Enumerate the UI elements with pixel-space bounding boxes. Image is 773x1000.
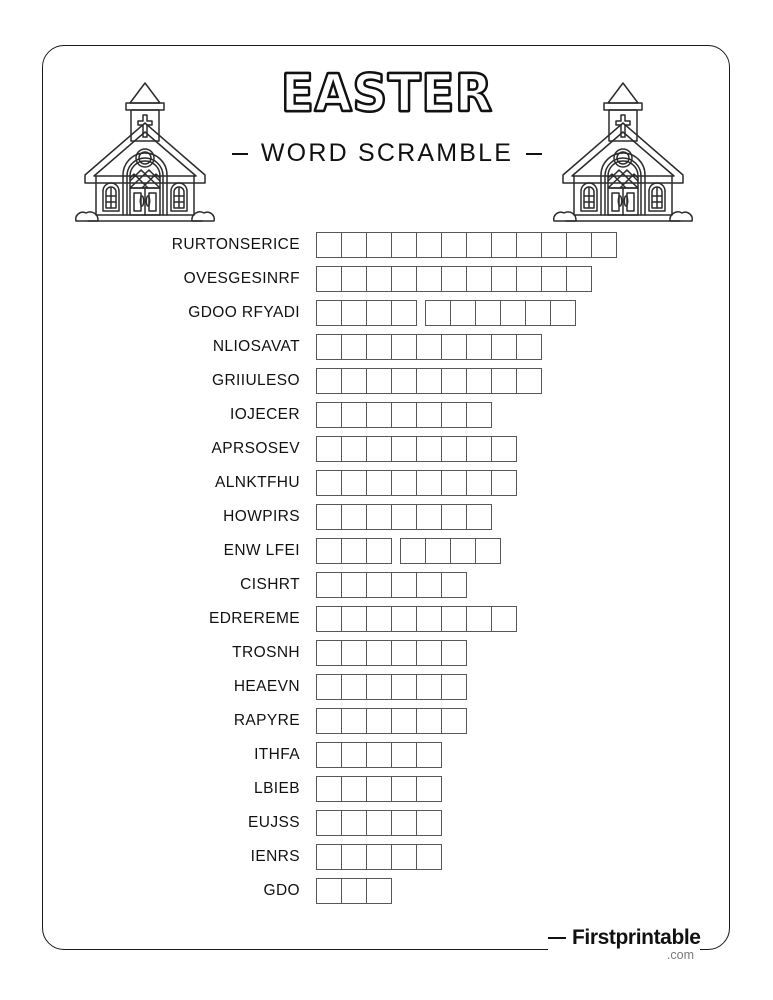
- church-illustration-left: [70, 63, 220, 228]
- answer-letter-box[interactable]: [416, 844, 442, 870]
- answer-letter-box[interactable]: [491, 470, 517, 496]
- scramble-row: [0, 602, 773, 636]
- answer-letter-box[interactable]: [366, 810, 392, 836]
- scramble-row: [0, 738, 773, 772]
- answer-letter-box[interactable]: [316, 878, 342, 904]
- answer-letter-box[interactable]: [466, 436, 492, 462]
- answer-letter-box[interactable]: [450, 300, 476, 326]
- answer-letter-box[interactable]: [341, 436, 367, 462]
- answer-letter-box[interactable]: [391, 640, 417, 666]
- scramble-row: [0, 228, 773, 262]
- answer-letter-box[interactable]: [416, 572, 442, 598]
- answer-letter-box[interactable]: [341, 810, 367, 836]
- answer-letter-box[interactable]: [316, 572, 342, 598]
- answer-letter-box[interactable]: [441, 232, 467, 258]
- answer-box-group[interactable]: [316, 878, 392, 904]
- title-block: [232, 65, 542, 168]
- answer-letter-box[interactable]: [366, 436, 392, 462]
- answer-letter-box[interactable]: [566, 232, 592, 258]
- scramble-word-label: TROSNH: [232, 644, 300, 661]
- answer-box-group[interactable]: [316, 470, 517, 496]
- answer-letter-box[interactable]: [341, 878, 367, 904]
- answer-letter-box[interactable]: [366, 504, 392, 530]
- answer-box-group[interactable]: [316, 368, 542, 394]
- answer-letter-box[interactable]: [341, 368, 367, 394]
- answer-letter-box[interactable]: [466, 402, 492, 428]
- answer-letter-box[interactable]: [466, 504, 492, 530]
- answer-letter-box[interactable]: [316, 266, 342, 292]
- answer-letter-box[interactable]: [475, 538, 501, 564]
- answer-letter-box[interactable]: [400, 538, 426, 564]
- answer-word-group: [425, 300, 576, 326]
- answer-box-group[interactable]: [316, 708, 467, 734]
- answer-letter-box[interactable]: [316, 504, 342, 530]
- answer-letter-box[interactable]: [366, 470, 392, 496]
- answer-letter-box[interactable]: [341, 470, 367, 496]
- scramble-word-label: ITHFA: [254, 746, 300, 763]
- answer-letter-box[interactable]: [416, 368, 442, 394]
- answer-box-group[interactable]: [316, 232, 617, 258]
- answer-box-group[interactable]: [316, 572, 467, 598]
- answer-letter-box[interactable]: [416, 266, 442, 292]
- answer-word-group: [316, 436, 517, 462]
- scramble-row-list: [0, 228, 773, 908]
- answer-letter-box[interactable]: [391, 708, 417, 734]
- answer-letter-box[interactable]: [416, 708, 442, 734]
- scramble-word-label: EDREREME: [208, 610, 300, 627]
- answer-letter-box[interactable]: [366, 640, 392, 666]
- scramble-row: [0, 364, 773, 398]
- answer-letter-box[interactable]: [391, 674, 417, 700]
- scramble-word-label: RURTONSERICE: [171, 236, 300, 253]
- answer-word-group: [316, 640, 467, 666]
- answer-letter-box[interactable]: [491, 334, 517, 360]
- scramble-word-label: GRIIULESO: [211, 372, 300, 389]
- answer-letter-box[interactable]: [366, 674, 392, 700]
- answer-letter-box[interactable]: [541, 232, 567, 258]
- answer-letter-box[interactable]: [516, 266, 542, 292]
- answer-letter-box[interactable]: [441, 436, 467, 462]
- answer-letter-box[interactable]: [341, 844, 367, 870]
- answer-letter-box[interactable]: [316, 844, 342, 870]
- answer-letter-box[interactable]: [441, 572, 467, 598]
- answer-box-group[interactable]: [316, 266, 592, 292]
- answer-letter-box[interactable]: [491, 436, 517, 462]
- answer-letter-box[interactable]: [491, 606, 517, 632]
- answer-letter-box[interactable]: [566, 266, 592, 292]
- scramble-row: [0, 534, 773, 568]
- answer-letter-box[interactable]: [416, 640, 442, 666]
- answer-letter-box[interactable]: [416, 334, 442, 360]
- answer-letter-box[interactable]: [316, 300, 342, 326]
- scramble-word-label: ALNKTFHU: [214, 474, 300, 491]
- answer-word-group: [316, 776, 442, 802]
- answer-letter-box[interactable]: [466, 232, 492, 258]
- answer-letter-box[interactable]: [491, 266, 517, 292]
- answer-letter-box[interactable]: [391, 232, 417, 258]
- answer-letter-box[interactable]: [591, 232, 617, 258]
- answer-letter-box[interactable]: [391, 470, 417, 496]
- answer-letter-box[interactable]: [316, 810, 342, 836]
- scramble-row: [0, 806, 773, 840]
- answer-letter-box[interactable]: [341, 640, 367, 666]
- answer-letter-box[interactable]: [416, 470, 442, 496]
- answer-letter-box[interactable]: [466, 266, 492, 292]
- answer-letter-box[interactable]: [316, 334, 342, 360]
- answer-letter-box[interactable]: [475, 300, 501, 326]
- scramble-row: [0, 500, 773, 534]
- scramble-row: [0, 772, 773, 806]
- answer-letter-box[interactable]: [391, 504, 417, 530]
- answer-box-group[interactable]: [316, 606, 517, 632]
- answer-letter-box[interactable]: [316, 402, 342, 428]
- church-illustration-right: [548, 63, 698, 228]
- scramble-row: [0, 568, 773, 602]
- answer-letter-box[interactable]: [341, 232, 367, 258]
- answer-box-group[interactable]: [316, 742, 442, 768]
- answer-letter-box[interactable]: [316, 640, 342, 666]
- logo-dash-icon: [548, 937, 566, 939]
- answer-letter-box[interactable]: [366, 572, 392, 598]
- answer-letter-box[interactable]: [391, 606, 417, 632]
- answer-letter-box[interactable]: [466, 334, 492, 360]
- answer-letter-box[interactable]: [416, 776, 442, 802]
- answer-box-group[interactable]: [316, 504, 492, 530]
- answer-word-group: [316, 742, 442, 768]
- scramble-word-label: GDO: [263, 882, 300, 899]
- answer-letter-box[interactable]: [366, 334, 392, 360]
- answer-letter-box[interactable]: [341, 742, 367, 768]
- answer-letter-box[interactable]: [366, 606, 392, 632]
- answer-letter-box[interactable]: [366, 742, 392, 768]
- answer-letter-box[interactable]: [416, 606, 442, 632]
- answer-word-group: [316, 232, 617, 258]
- answer-letter-box[interactable]: [366, 878, 392, 904]
- answer-letter-box[interactable]: [416, 810, 442, 836]
- answer-box-group[interactable]: [316, 640, 467, 666]
- answer-word-group: [316, 810, 442, 836]
- answer-letter-box[interactable]: [441, 640, 467, 666]
- answer-word-group: [316, 334, 542, 360]
- scramble-word-label: RAPYRE: [233, 712, 300, 729]
- answer-word-group: [316, 266, 592, 292]
- answer-letter-box[interactable]: [316, 538, 342, 564]
- scramble-word-label: IOJECER: [230, 406, 300, 423]
- answer-letter-box[interactable]: [341, 674, 367, 700]
- answer-letter-box[interactable]: [366, 266, 392, 292]
- subtitle-rule-left: [232, 153, 248, 155]
- answer-letter-box[interactable]: [391, 334, 417, 360]
- scramble-row: [0, 636, 773, 670]
- answer-letter-box[interactable]: [391, 368, 417, 394]
- answer-letter-box[interactable]: [366, 402, 392, 428]
- scramble-word-label: IENRS: [250, 848, 300, 865]
- answer-letter-box[interactable]: [366, 776, 392, 802]
- answer-word-group: [316, 674, 467, 700]
- scramble-word-label: OVESGESINRF: [183, 270, 300, 287]
- answer-letter-box[interactable]: [441, 674, 467, 700]
- answer-letter-box[interactable]: [441, 266, 467, 292]
- answer-box-group[interactable]: [316, 538, 501, 564]
- answer-letter-box[interactable]: [391, 810, 417, 836]
- answer-letter-box[interactable]: [366, 300, 392, 326]
- answer-letter-box[interactable]: [391, 266, 417, 292]
- scramble-row: [0, 432, 773, 466]
- answer-letter-box[interactable]: [316, 470, 342, 496]
- answer-letter-box[interactable]: [391, 776, 417, 802]
- answer-word-group: [316, 538, 392, 564]
- answer-letter-box[interactable]: [316, 742, 342, 768]
- answer-letter-box[interactable]: [341, 266, 367, 292]
- scramble-word-label: ENW LFEI: [223, 542, 300, 559]
- answer-letter-box[interactable]: [391, 300, 417, 326]
- answer-letter-box[interactable]: [316, 232, 342, 258]
- logo-tld: .com: [666, 948, 694, 962]
- answer-letter-box[interactable]: [425, 300, 451, 326]
- answer-letter-box[interactable]: [366, 708, 392, 734]
- answer-letter-box[interactable]: [391, 844, 417, 870]
- answer-letter-box[interactable]: [341, 708, 367, 734]
- logo-row: [548, 926, 716, 950]
- answer-letter-box[interactable]: [500, 300, 526, 326]
- answer-box-group[interactable]: [316, 436, 517, 462]
- answer-letter-box[interactable]: [316, 776, 342, 802]
- answer-letter-box[interactable]: [366, 368, 392, 394]
- scramble-row: [0, 874, 773, 908]
- answer-letter-box[interactable]: [341, 334, 367, 360]
- scramble-word-label: APRSOSEV: [211, 440, 300, 457]
- answer-box-group[interactable]: [316, 334, 542, 360]
- scramble-word-label: LBIEB: [254, 780, 300, 797]
- answer-letter-box[interactable]: [366, 538, 392, 564]
- answer-letter-box[interactable]: [391, 402, 417, 428]
- worksheet-header: [42, 55, 730, 225]
- scramble-word-label: NLIOSAVAT: [212, 338, 300, 355]
- answer-letter-box[interactable]: [316, 606, 342, 632]
- logo-brand: Firstprintable: [572, 926, 701, 949]
- answer-letter-box[interactable]: [341, 776, 367, 802]
- site-logo[interactable]: [548, 926, 716, 970]
- answer-word-group: [316, 606, 517, 632]
- answer-word-group: [316, 708, 467, 734]
- answer-word-group: [400, 538, 501, 564]
- answer-letter-box[interactable]: [441, 606, 467, 632]
- scramble-row: [0, 262, 773, 296]
- page-subtitle: WORD SCRAMBLE: [260, 139, 514, 167]
- scramble-word-label: HOWPIRS: [223, 508, 300, 525]
- answer-letter-box[interactable]: [391, 436, 417, 462]
- answer-letter-box[interactable]: [441, 368, 467, 394]
- answer-letter-box[interactable]: [416, 232, 442, 258]
- answer-box-group[interactable]: [316, 402, 492, 428]
- scramble-row: [0, 704, 773, 738]
- answer-letter-box[interactable]: [516, 334, 542, 360]
- answer-letter-box[interactable]: [341, 572, 367, 598]
- answer-letter-box[interactable]: [416, 504, 442, 530]
- answer-letter-box[interactable]: [316, 708, 342, 734]
- scramble-word-label: CISHRT: [240, 576, 300, 593]
- answer-word-group: [316, 844, 442, 870]
- answer-letter-box[interactable]: [516, 232, 542, 258]
- answer-letter-box[interactable]: [491, 368, 517, 394]
- answer-letter-box[interactable]: [466, 606, 492, 632]
- scramble-row: [0, 466, 773, 500]
- answer-box-group[interactable]: [316, 776, 442, 802]
- answer-letter-box[interactable]: [391, 742, 417, 768]
- answer-letter-box[interactable]: [366, 844, 392, 870]
- answer-word-group: [316, 504, 492, 530]
- answer-box-group[interactable]: [316, 844, 442, 870]
- answer-box-group[interactable]: [316, 674, 467, 700]
- answer-letter-box[interactable]: [550, 300, 576, 326]
- scramble-row: [0, 670, 773, 704]
- answer-letter-box[interactable]: [441, 470, 467, 496]
- answer-letter-box[interactable]: [316, 368, 342, 394]
- answer-letter-box[interactable]: [366, 232, 392, 258]
- page-title: EASTER: [281, 64, 493, 124]
- scramble-row: [0, 330, 773, 364]
- answer-word-group: [316, 368, 542, 394]
- answer-word-group: [316, 572, 467, 598]
- answer-letter-box[interactable]: [416, 402, 442, 428]
- scramble-word-label: GDOO RFYADI: [188, 304, 300, 321]
- answer-word-group: [316, 300, 417, 326]
- answer-letter-box[interactable]: [466, 368, 492, 394]
- answer-letter-box[interactable]: [316, 436, 342, 462]
- answer-box-group[interactable]: [316, 300, 576, 326]
- answer-letter-box[interactable]: [541, 266, 567, 292]
- subtitle-row: [232, 139, 542, 168]
- answer-letter-box[interactable]: [441, 402, 467, 428]
- answer-letter-box[interactable]: [425, 538, 451, 564]
- answer-letter-box[interactable]: [316, 674, 342, 700]
- answer-letter-box[interactable]: [416, 742, 442, 768]
- answer-letter-box[interactable]: [466, 470, 492, 496]
- answer-letter-box[interactable]: [341, 504, 367, 530]
- answer-letter-box[interactable]: [525, 300, 551, 326]
- scramble-row: [0, 296, 773, 330]
- answer-word-group: [316, 878, 392, 904]
- answer-word-group: [316, 402, 492, 428]
- scramble-row: [0, 840, 773, 874]
- answer-letter-box[interactable]: [341, 606, 367, 632]
- answer-letter-box[interactable]: [450, 538, 476, 564]
- answer-letter-box[interactable]: [341, 402, 367, 428]
- answer-letter-box[interactable]: [341, 300, 367, 326]
- answer-letter-box[interactable]: [491, 232, 517, 258]
- answer-box-group[interactable]: [316, 810, 442, 836]
- answer-letter-box[interactable]: [416, 436, 442, 462]
- answer-letter-box[interactable]: [441, 504, 467, 530]
- scramble-row: [0, 398, 773, 432]
- answer-letter-box[interactable]: [441, 334, 467, 360]
- scramble-word-label: HEAEVN: [233, 678, 300, 695]
- answer-word-group: [316, 470, 517, 496]
- subtitle-rule-right: [526, 153, 542, 155]
- answer-letter-box[interactable]: [516, 368, 542, 394]
- answer-letter-box[interactable]: [441, 708, 467, 734]
- answer-letter-box[interactable]: [416, 674, 442, 700]
- answer-letter-box[interactable]: [341, 538, 367, 564]
- scramble-word-label: EUJSS: [248, 814, 300, 831]
- answer-letter-box[interactable]: [391, 572, 417, 598]
